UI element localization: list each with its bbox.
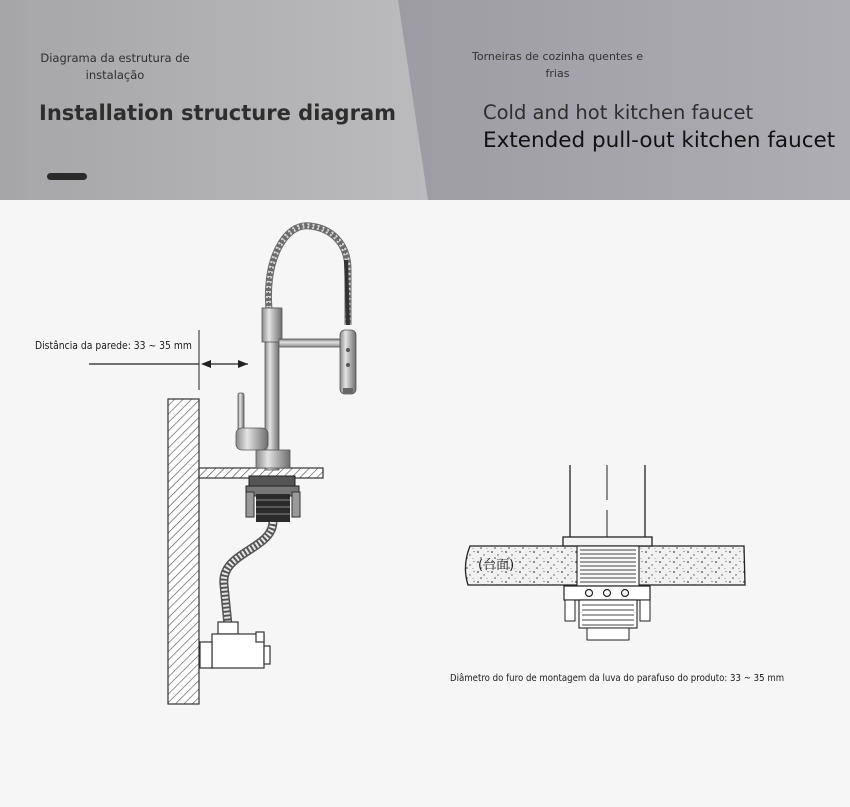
header-banner: [0, 0, 850, 200]
faucet: [236, 226, 356, 470]
countertop-section: [465, 465, 745, 640]
left-title: Installation structure diagram: [39, 101, 396, 125]
wall-distance-dimension: [89, 330, 248, 390]
countertop-label: (台面): [478, 558, 515, 573]
wall: [168, 399, 199, 704]
decorative-bar: [47, 173, 87, 180]
product-title-line-2: Extended pull-out kitchen faucet: [483, 128, 836, 153]
hole-diameter-label: Diâmetro do furo de montagem da luva do parafuso do produto: 33 ~ 35 mm: [450, 673, 785, 684]
angle-valve: [200, 622, 270, 668]
right-caption: Torneiras de cozinha quentes e frias: [472, 50, 643, 80]
mounting-hardware: [246, 476, 300, 522]
product-title-line-1: Cold and hot kitchen faucet: [483, 101, 754, 124]
wall-distance-label: Distância da parede: 33 ~ 35 mm: [35, 340, 192, 352]
left-caption: Diagrama da estrutura de instalação: [40, 51, 190, 82]
installation-diagram: [0, 200, 850, 807]
banner-background: [0, 0, 850, 200]
diagram-area: [0, 200, 850, 807]
